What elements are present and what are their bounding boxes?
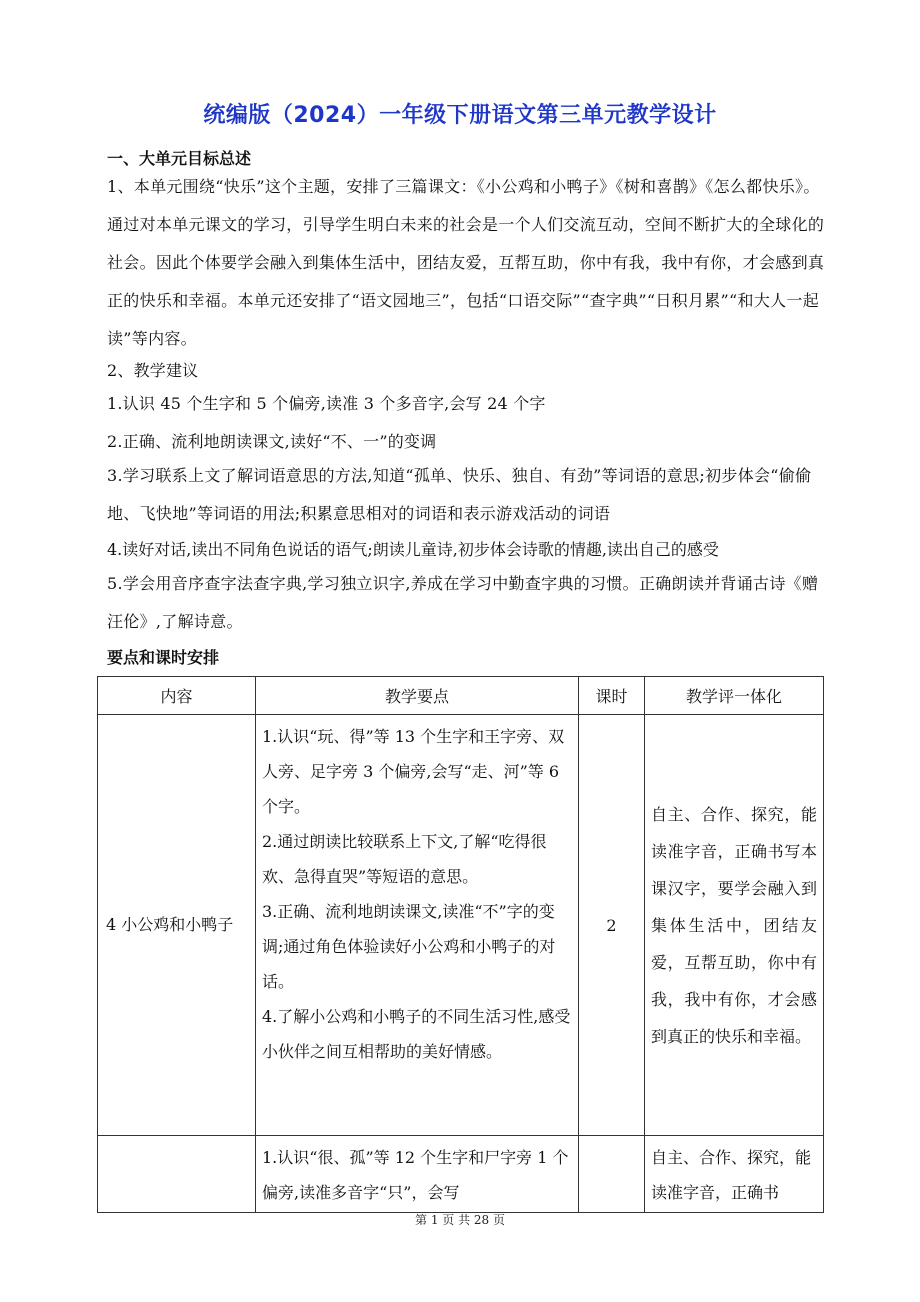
document-title: 统编版（2024）一年级下册语文第三单元教学设计 — [203, 103, 717, 128]
lesson-table — [97, 676, 824, 1213]
teaching-points-cell — [256, 715, 579, 1136]
table-header-row — [98, 677, 824, 715]
section-heading-schedule: 要点和课时安排 — [107, 648, 220, 667]
evaluation-cell: 自主、合作、探究，能读准字音，正确书写本课汉字，要学会融入到集体生活中，团结友爱，互帮互助，你中有我，我中有你，才会感到真正的快乐和幸福。 — [645, 715, 824, 1136]
suggestion-item-4: 4.读好对话,读出不同角色说话的语气;朗读儿童诗,初步体会诗歌的情趣,读出自己的感受 — [107, 540, 719, 559]
teaching-point: 1.认识“玩、得”等 13 个生字和王字旁、双人旁、足字旁 3 个偏旁,会写“走、河”等 6 个字。 — [262, 727, 565, 816]
table-row — [98, 1136, 824, 1213]
teaching-point: 4.了解小公鸡和小鸭子的不同生活习性,感受小伙伴之间互相帮助的美好情感。 — [262, 1007, 571, 1061]
teaching-point: 1.认识“很、孤”等 12 个生字和尸字旁 1 个偏旁,读准多音字“只”，会写 — [262, 1148, 569, 1202]
suggestion-item-5: 5.学会用音序查字法查字典,学习独立识字,养成在学习中勤查字典的习惯。正确朗读并背诵古诗《赠汪伦》,了解诗意。 — [107, 574, 819, 631]
header-teaching-points: 教学要点 — [256, 677, 579, 715]
lesson-title-cell — [98, 1136, 256, 1213]
teaching-point: 3.正确、流利地朗读课文,读准“不”字的变调;通过角色体验读好小公鸡和小鸭子的对话。 — [262, 902, 556, 991]
teaching-points-cell — [256, 1136, 579, 1213]
header-content: 内容 — [98, 677, 256, 715]
class-hours-cell — [579, 1136, 645, 1213]
page-number: 第 1 页 共 28 页 — [415, 1213, 505, 1227]
goals-paragraph: 1、本单元围绕“快乐”这个主题，安排了三篇课文：《小公鸡和小鸭子》《树和喜鹊》《怎么都快乐》。通过对本单元课文的学习，引导学生明白未来的社会是一个人们交流互动，空间不断扩大的全球化的社会。因此个体要学会融入到集体生活中，团结友爱，互帮互助，你中有我，我中有你，才会感到真正的快乐和幸福。本单元还安排了“语文园地三”，包括“口语交际”“查字典”“日积月累”“和大人一起读”等内容。 — [107, 177, 825, 348]
suggestion-item-3: 3.学习联系上文了解词语意思的方法,知道“孤单、快乐、独自、有劲”等词语的意思;初步体会“偷偷地、飞快地”等词语的用法;积累意思相对的词语和表示游戏活动的词语 — [107, 466, 812, 523]
section-heading-goals: 一、大单元目标总述 — [107, 149, 252, 168]
suggestion-item-2: 2.正确、流利地朗读课文,读好“不、一”的变调 — [107, 432, 437, 451]
teaching-point: 2.通过朗读比较联系上下文,了解“吃得很欢、急得直哭”等短语的意思。 — [262, 832, 547, 886]
suggestion-item-1: 1.认识 45 个生字和 5 个偏旁,读准 3 个多音字,会写 24 个字 — [107, 394, 546, 413]
table-row — [98, 715, 824, 1136]
class-hours-cell: 2 — [579, 715, 645, 1136]
header-class-hours: 课时 — [579, 677, 645, 715]
evaluation-cell: 自主、合作、探究，能读准字音，正确书 — [645, 1136, 824, 1213]
teaching-suggestion-heading: 2、教学建议 — [107, 361, 199, 380]
header-evaluation: 教学评一体化 — [645, 677, 824, 715]
lesson-title-cell: 4 小公鸡和小鸭子 — [98, 715, 256, 1136]
